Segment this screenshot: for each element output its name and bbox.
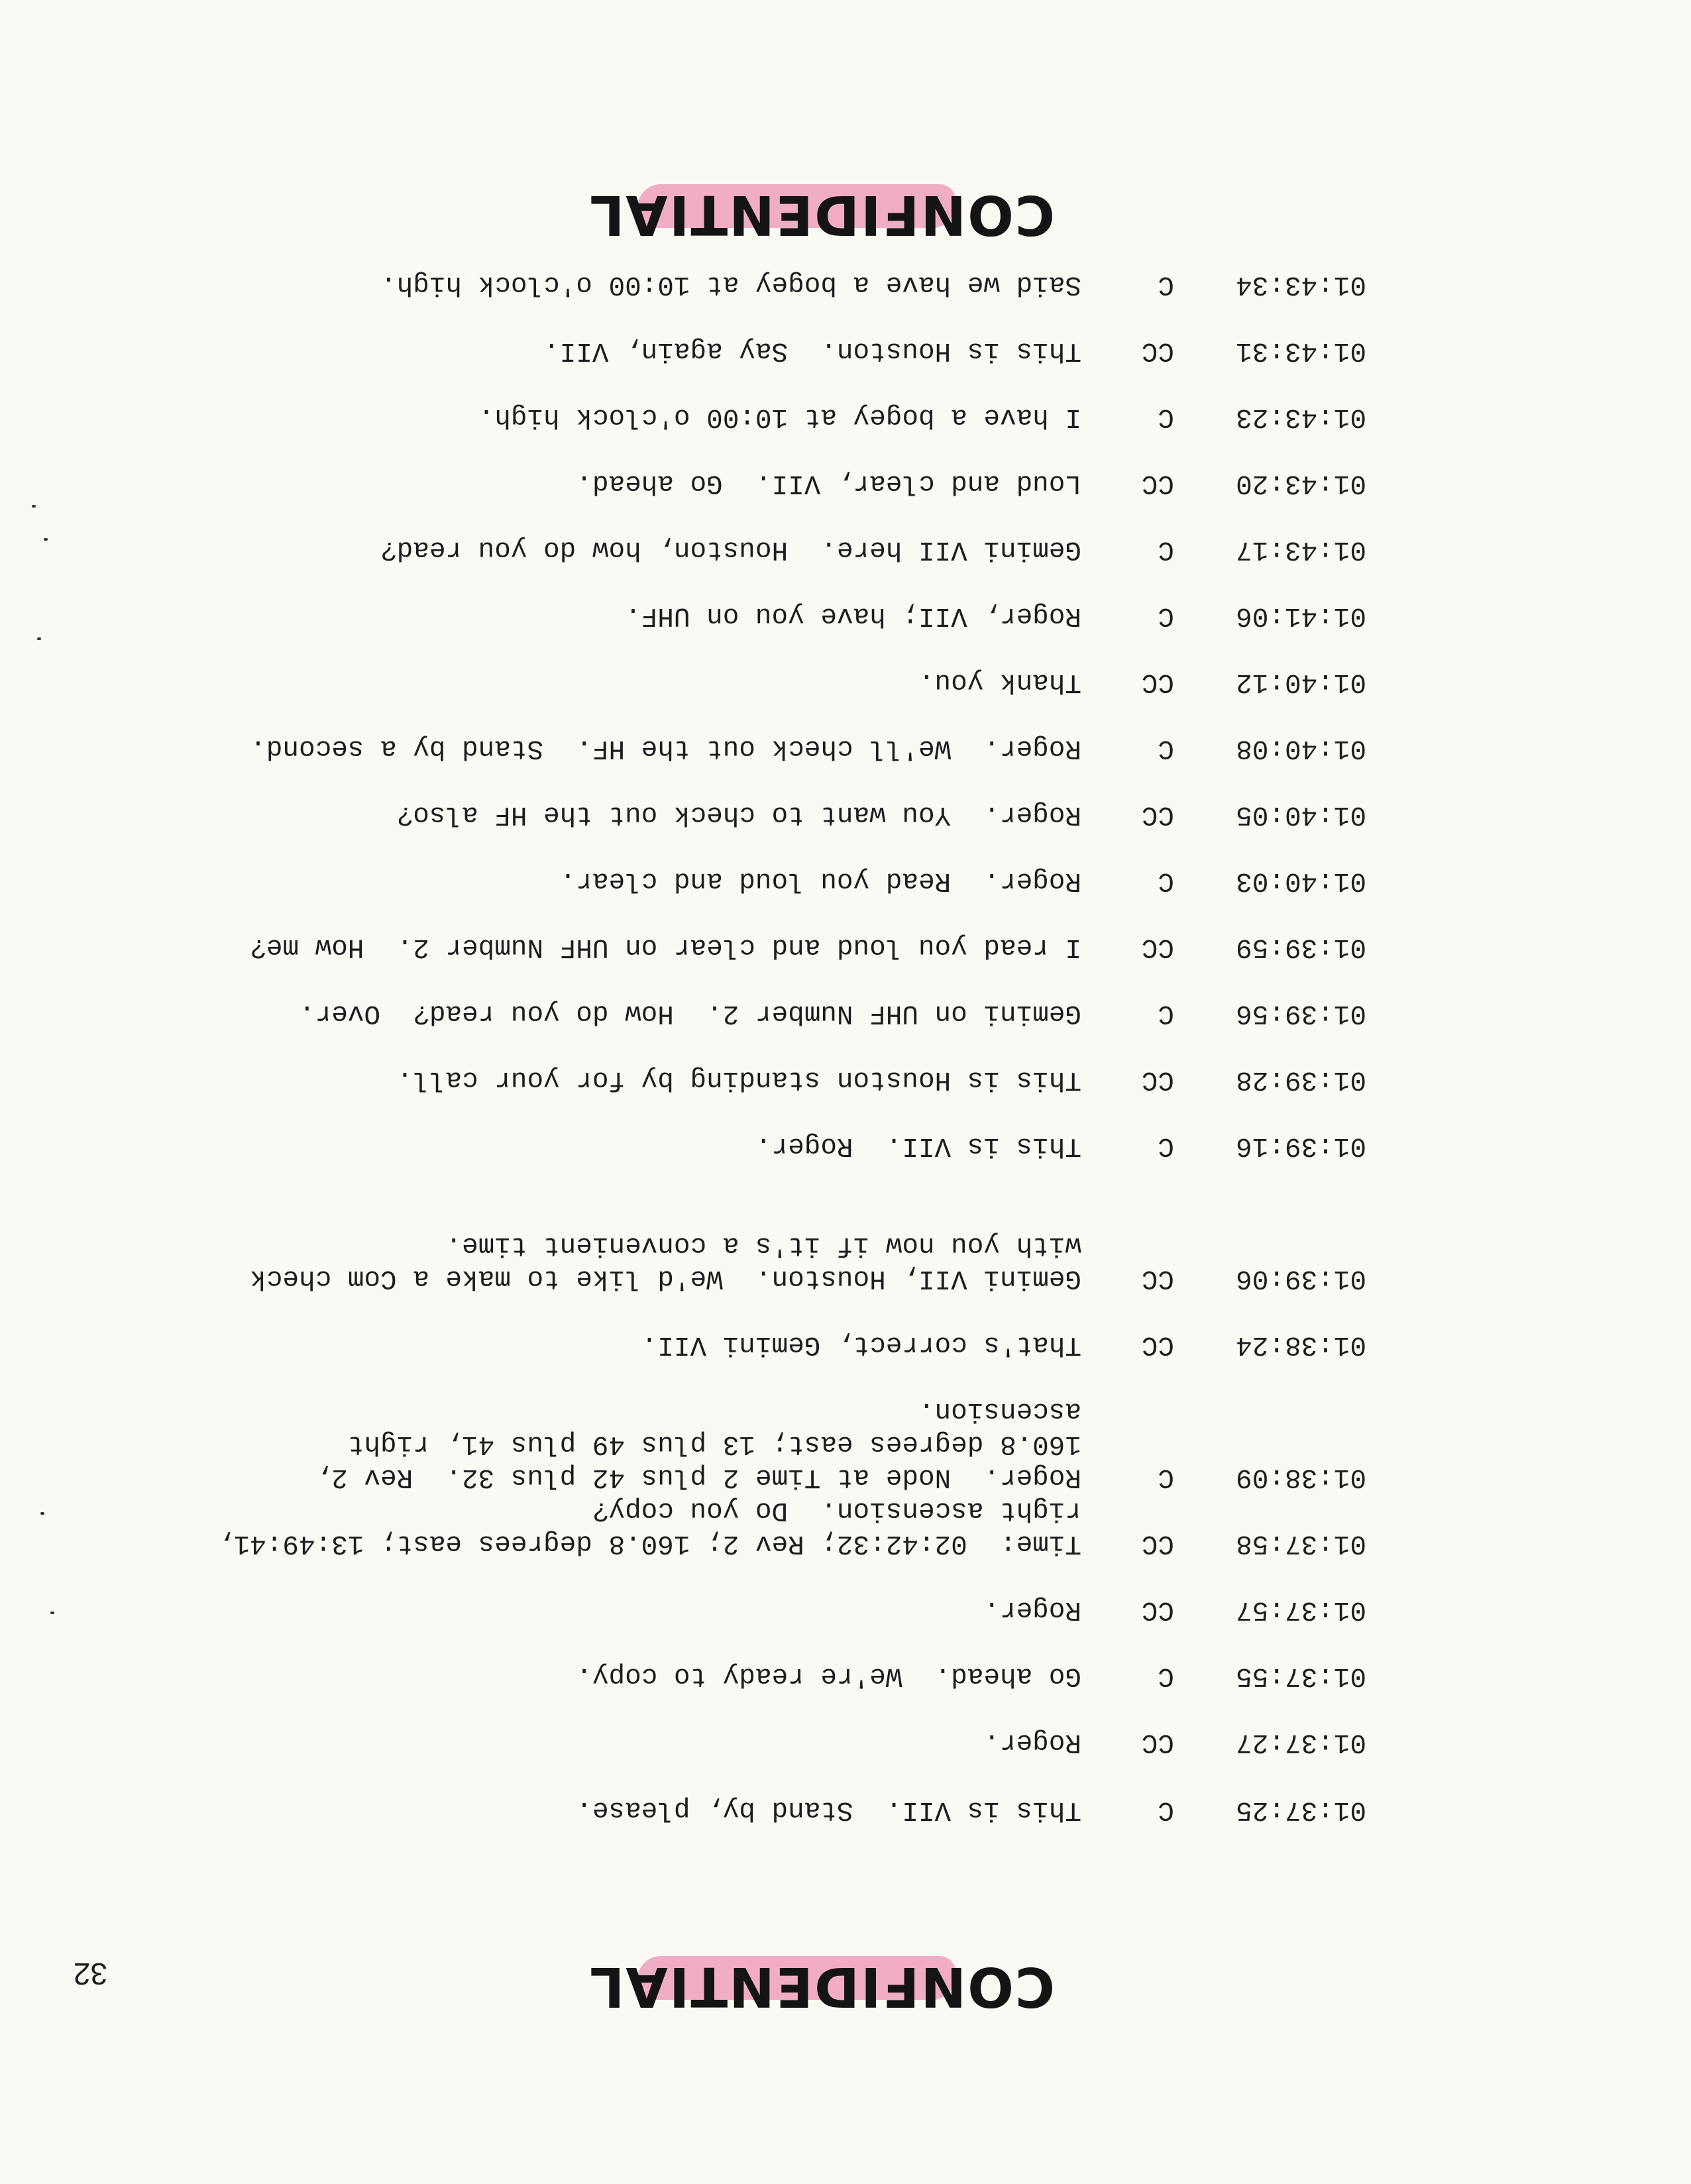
entry-timestamp: 01:39:16 [1236, 1130, 1366, 1161]
entry-text-line: Roger. [983, 1727, 1081, 1757]
entry-text-line: Gemini on UHF Number 2. How do you read? Over. [299, 998, 1081, 1028]
entry-speaker: CC [1141, 1064, 1174, 1095]
entry-speaker: CC [1141, 468, 1174, 498]
entry-text-line: Roger. Read you loud and clear. [559, 865, 1081, 896]
entry-timestamp: 01:39:56 [1236, 998, 1366, 1028]
entry-text-line: with you now if it's a convenient time. [445, 1230, 1081, 1260]
entry-speaker: C [1158, 1130, 1174, 1161]
entry-timestamp: 01:41:06 [1236, 600, 1366, 631]
entry-timestamp: 01:40:03 [1236, 865, 1366, 896]
entry-timestamp: 01:39:28 [1236, 1064, 1366, 1095]
entry-text-line: That's correct, Gemini VII. [641, 1329, 1081, 1360]
entry-text-line: Roger. We'll check out the HF. Stand by a second. [250, 733, 1081, 763]
entry-timestamp: 01:37:58 [1236, 1528, 1366, 1558]
entry-text-line: Gemini VII here. Houston, how do you read? [380, 534, 1081, 565]
entry-text-line: Gemini VII, Houston. We'd like to make a Com check [250, 1263, 1081, 1293]
page-number: 32 [73, 1957, 107, 1991]
entry-timestamp: 01:38:09 [1236, 1462, 1366, 1492]
paper-speck [37, 637, 41, 640]
paper-speck [44, 538, 48, 541]
entry-text-line: Roger. You want to check out the HF also? [396, 799, 1081, 830]
entry-text-line: 160.8 degrees east; 13 plus 49 plus 41, right [347, 1429, 1081, 1459]
entry-speaker: C [1158, 865, 1174, 896]
entry-timestamp: 01:40:08 [1236, 733, 1366, 763]
entry-text-line: Roger. [983, 1594, 1081, 1625]
entry-speaker: C [1158, 1462, 1174, 1492]
entry-text-line: I have a bogey at 10:00 o'clock high. [478, 402, 1081, 432]
entry-speaker: CC [1141, 1329, 1174, 1360]
entry-text-line: ascension. [918, 1395, 1081, 1426]
entry-text-line: Loud and clear, VII. Go ahead. [576, 468, 1081, 498]
entry-speaker: C [1158, 534, 1174, 565]
paper-speck [40, 1512, 44, 1515]
entry-timestamp: 01:37:55 [1236, 1661, 1366, 1691]
entry-speaker: CC [1141, 1528, 1174, 1558]
entry-timestamp: 01:43:34 [1236, 269, 1366, 300]
entry-text-line: I read you loud and clear on UHF Number 2. How me? [250, 932, 1081, 962]
stamp-text: CONFIDENTIAL [588, 1955, 1055, 2018]
entry-text-line: Roger. Node at Time 2 plus 42 plus 32. Rev 2, [315, 1462, 1081, 1492]
entry-timestamp: 01:43:23 [1236, 402, 1366, 432]
entry-text-line: This is VII. Roger. [755, 1130, 1081, 1161]
entry-text-line: right ascension. Do you copy? [592, 1495, 1081, 1525]
entry-speaker: C [1158, 402, 1174, 432]
entry-timestamp: 01:37:57 [1236, 1594, 1366, 1625]
confidential-stamp-bottom [588, 178, 1055, 250]
entry-speaker: C [1158, 1794, 1174, 1825]
entry-timestamp: 01:37:27 [1236, 1727, 1366, 1757]
entry-timestamp: 01:37:25 [1236, 1794, 1366, 1825]
entry-text-line: Thank you. [918, 667, 1081, 697]
entry-text-line: Go ahead. We're ready to copy. [576, 1661, 1081, 1691]
entry-speaker: C [1158, 998, 1174, 1028]
entry-timestamp: 01:43:31 [1236, 335, 1366, 366]
entry-timestamp: 01:43:17 [1236, 534, 1366, 565]
entry-timestamp: 01:40:12 [1236, 667, 1366, 697]
entry-speaker: C [1158, 600, 1174, 631]
entry-speaker: CC [1141, 335, 1174, 366]
entry-timestamp: 01:39:59 [1236, 932, 1366, 962]
entry-speaker: CC [1141, 1594, 1174, 1625]
entry-text-line: This is Houston. Say again, VII. [543, 335, 1081, 366]
entry-speaker: CC [1141, 1727, 1174, 1757]
entry-speaker: CC [1141, 932, 1174, 962]
entry-text-line: Said we have a bogey at 10:00 o'clock high. [380, 269, 1081, 300]
entry-timestamp: 01:43:20 [1236, 468, 1366, 498]
paper-speck [32, 505, 36, 508]
entry-speaker: CC [1141, 667, 1174, 697]
entry-timestamp: 01:40:05 [1236, 799, 1366, 830]
entry-text-line: Roger, VII; have you on UHF. [625, 600, 1081, 631]
entry-speaker: CC [1141, 1263, 1174, 1293]
entry-timestamp: 01:38:24 [1236, 1329, 1366, 1360]
entry-speaker: C [1158, 733, 1174, 763]
entry-text-line: Time: 02:42:32; Rev 2; 160.8 degrees east; 13:49:41, [217, 1528, 1081, 1558]
entry-speaker: C [1158, 269, 1174, 300]
entry-speaker: CC [1141, 799, 1174, 830]
stamp-text: CONFIDENTIAL [588, 183, 1055, 246]
paper-speck [50, 1611, 54, 1614]
entry-timestamp: 01:39:06 [1236, 1263, 1366, 1293]
entry-speaker: C [1158, 1661, 1174, 1691]
entry-text-line: This is VII. Stand by, please. [576, 1794, 1081, 1825]
entry-text-line: This is Houston standing by for your call. [396, 1064, 1081, 1095]
